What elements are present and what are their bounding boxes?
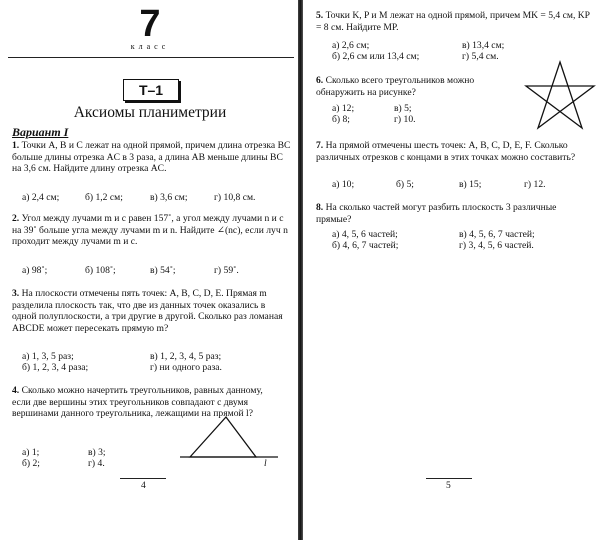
q2-option-a[interactable]: а) 98˚;	[22, 265, 48, 276]
question-4-text: Сколько можно начертить треугольников, равных данному, если две вершины этих треугольников совпадают с двумя вершинами данного треугольника, лежащими на прямой l?	[12, 385, 263, 420]
grade-number: 7	[139, 3, 161, 45]
q3-option-d[interactable]: г) ни одного раза.	[150, 362, 222, 373]
variant-label: Вариант I	[12, 125, 69, 139]
q7-option-d[interactable]: г) 12.	[524, 179, 546, 190]
grade-word: класс	[130, 42, 170, 51]
q8-option-d[interactable]: г) 3, 4, 5, 6 частей.	[459, 240, 534, 251]
q6-option-b[interactable]: б) 8;	[332, 114, 350, 125]
question-3: 3. На плоскости отмечены пять точек: A, B, C, D, E. Прямая m разделила плоскость так, что две из данных точек оказались в одной полуплоскости, а три другие в другой. Сколько раз ломаная ABCDE может пересекать прямую m?	[12, 288, 283, 334]
q3-option-c[interactable]: в) 1, 2, 3, 4, 5 раз;	[150, 351, 222, 362]
left-page	[0, 0, 300, 540]
question-1: 1. Точки A, B и C лежат на одной прямой, причем длина отрезка BC больше длины отрезка AC в 3 раза, а длина AB меньше длины BC на 3,6 см. Найдите длину отрезка AC.	[12, 140, 291, 175]
q6-option-c[interactable]: в) 5;	[394, 103, 412, 114]
page-title: Аксиомы планиметрии	[73, 104, 227, 121]
page-number: 4	[141, 481, 146, 491]
q4-option-b[interactable]: б) 2;	[22, 458, 40, 469]
q3-option-a[interactable]: а) 1, 3, 5 раз;	[22, 351, 74, 362]
q1-option-d[interactable]: г) 10,8 см.	[214, 192, 256, 203]
question-6-text: Сколько всего треугольников можно обнаружить на рисунке?	[316, 75, 475, 98]
page-number: 5	[446, 481, 451, 491]
q1-option-b[interactable]: б) 1,2 см;	[85, 192, 123, 203]
test-code-badge: Т–1	[123, 79, 179, 101]
q4-option-a[interactable]: а) 1;	[22, 447, 40, 458]
line-l-label: l	[264, 458, 267, 469]
q7-option-a[interactable]: а) 10;	[332, 179, 355, 190]
triangle-figure	[180, 415, 290, 470]
question-4: 4. Сколько можно начертить треугольников, равных данному, если две вершины этих треугольников совпадают с двумя вершинами данного треугольника, лежащими на прямой l?	[12, 385, 263, 420]
question-2: 2. Угол между лучами m и c равен 157˚, а угол между лучами n и c на 39˚ больше угла между лучами m и n. Найдите ∠(nc), если луч n проходит между лучами m и c.	[12, 213, 288, 248]
question-7: 7. На прямой отмечены шесть точек: A, B, C, D, E, F. Сколько различных отрезков с концами в этих точках можно составить?	[316, 140, 576, 163]
header-rule	[8, 57, 294, 58]
question-2-text: Угол между лучами m и c равен 157˚, а угол между лучами n и c на 39˚ больше угла между лучами m и n. Найдите ∠(nc), если луч n проходит между лучами m и c.	[12, 213, 288, 248]
right-page	[304, 0, 604, 540]
question-1-text: Точки A, B и C лежат на одной прямой, причем длина отрезка BC больше длины отрезка AC в 3 раза, а длина AB меньше длины BC на 3,6 см. Найдите длину отрезка AC.	[12, 140, 291, 175]
q8-option-b[interactable]: б) 4, 6, 7 частей;	[332, 240, 399, 251]
question-6: 6. Сколько всего треугольников можно обнаружить на рисунке?	[316, 75, 475, 98]
page-number-rule	[426, 478, 472, 479]
q2-option-b[interactable]: б) 108˚;	[85, 265, 116, 276]
q4-option-d[interactable]: г) 4.	[88, 458, 105, 469]
q5-option-c[interactable]: в) 13,4 см;	[462, 40, 505, 51]
q5-option-a[interactable]: а) 2,6 см;	[332, 40, 370, 51]
star-figure	[522, 60, 598, 132]
q3-option-b[interactable]: б) 1, 2, 3, 4 раза;	[22, 362, 89, 373]
q4-option-c[interactable]: в) 3;	[88, 447, 106, 458]
question-7-text: На прямой отмечены шесть точек: A, B, C, D, E, F. Сколько различных отрезков с концами в этих точках можно составить?	[316, 140, 576, 163]
question-3-text: На плоскости отмечены пять точек: A, B, C, D, E. Прямая m разделила плоскость так, что две из данных точек оказались в одной полуплоскости, а три другие в другой. Сколько раз ломаная ABCDE может пересекать прямую m?	[12, 288, 283, 334]
pentagram-shape	[526, 62, 594, 128]
q6-option-d[interactable]: г) 10.	[394, 114, 416, 125]
triangle-shape	[190, 417, 256, 457]
q7-option-c[interactable]: в) 15;	[459, 179, 482, 190]
q1-option-a[interactable]: а) 2,4 см;	[22, 192, 60, 203]
q1-option-c[interactable]: в) 3,6 см;	[150, 192, 188, 203]
q2-option-c[interactable]: в) 54˚;	[150, 265, 176, 276]
q6-option-a[interactable]: а) 12;	[332, 103, 355, 114]
q5-option-b[interactable]: б) 2,6 см или 13,4 см;	[332, 51, 420, 62]
q2-option-d[interactable]: г) 59˚.	[214, 265, 239, 276]
q8-option-a[interactable]: а) 4, 5, 6 частей;	[332, 229, 398, 240]
book-spine	[298, 0, 303, 540]
question-8-text: На сколько частей могут разбить плоскость 3 различные прямые?	[316, 202, 557, 225]
question-5: 5. Точки K, P и M лежат на одной прямой, причем MK = 5,4 см, KP = 8 см. Найдите MP.	[316, 10, 590, 33]
page-number-rule	[120, 478, 166, 479]
question-8: 8. На сколько частей могут разбить плоскость 3 различные прямые?	[316, 202, 557, 225]
q8-option-c[interactable]: в) 4, 5, 6, 7 частей;	[459, 229, 535, 240]
q7-option-b[interactable]: б) 5;	[396, 179, 414, 190]
question-5-text: Точки K, P и M лежат на одной прямой, причем MK = 5,4 см, KP = 8 см. Найдите MP.	[316, 10, 590, 33]
q5-option-d[interactable]: г) 5,4 см.	[462, 51, 499, 62]
